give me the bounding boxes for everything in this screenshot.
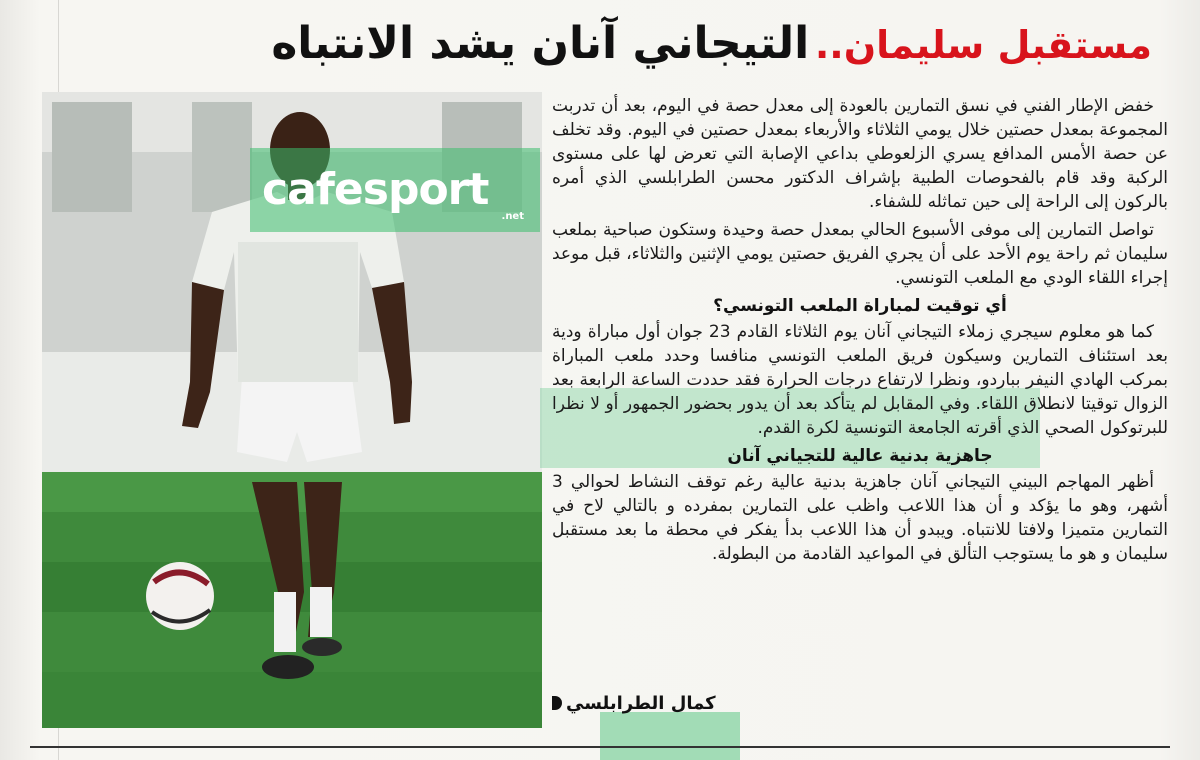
watermark-domain: .net [501,211,524,222]
headline-main: التيجاني آنان يشد الانتباه [271,18,810,69]
cafesport-watermark [250,148,540,232]
article-paragraph: تواصل التمارين إلى موفى الأسبوع الحالي بمعدل حصة وحيدة وستكون صباحية بملعب سليمان ثم راحة يوم الأحد على أن يجري الفريق حصتين يومي الإثنين والثلاثاء، قبل موعد إجراء اللقاء الودي مع الملعب التونسي. [552,220,1168,288]
article-subheading: جاهزية بدنية عالية للتجياني آنان [727,446,993,466]
byline-author: كمال الطرابلسي [566,692,716,714]
article-paragraph: كما هو معلوم سيجري زملاء التيجاني آنان يوم الثلاثاء القادم 23 جوان أول مباراة ودية بعد استئناف التمارين وسيكون فريق الملعب التونسي منافسا وحدد ملعب المباراة بمركب الهادي النيفر بباردو، ونظرا لارتفاع درجات الحرارة فقد حددت الساعة الرابعة بعد الزوال توقيتا لانطلاق اللقاء. وفي المقابل لم يتأكد بعد أن يدور بحضور الجمهور أو لا نظرا للبرتوكول الصحي الذي أقرته الجامعة التونسية لكرة القدم. [552,322,1168,438]
article-byline [552,688,752,718]
byline-bullet-icon [552,696,562,710]
article-subheading: أي توقيت لمباراة الملعب التونسي؟ [713,296,1007,316]
article-paragraph: خفض الإطار الفني في نسق التمارين بالعودة إلى معدل حصة في اليوم، بعد أن تدربت المجموعة بمعدل حصتين خلال يومي الثلاثاء والأربعاء بمعدل حصتين في اليوم. وقد تخلف عن حصة الأمس المدافع يسري الزلعوطي بداعي الإصابة التي تعرض لها على مستوى الركبة وقد قام بالفحوصات الطبية بإشراف الدكتور محسن الطرابلسي الذي أمره بالركون إلى الراحة إلى حين تماثله للشفاء. [552,96,1168,212]
bottom-divider [30,746,1170,748]
watermark-brand: cafesport [262,164,489,215]
headline-kicker: مستقبل سليمان [843,23,1152,67]
headline-separator: .. [814,23,844,67]
article-paragraph: أظهر المهاجم البيني التيجاني آنان جاهزية بدنية عالية رغم توقف النشاط لحوالي 3 أشهر، وهو ما يؤكد و أن هذا اللاعب واظب على التمارين بمفرده و بالتالي لاح في التمارين متميزا ولافتا للانتباه. ويبدو أن هذا اللاعب بدأ يفكر في محطة ما بعد مستقبل سليمان و هو ما يستوجب التألق في المواعيد القادمة من البطولة. [552,472,1168,564]
article-body [552,94,1168,728]
article-headline [152,18,1152,80]
